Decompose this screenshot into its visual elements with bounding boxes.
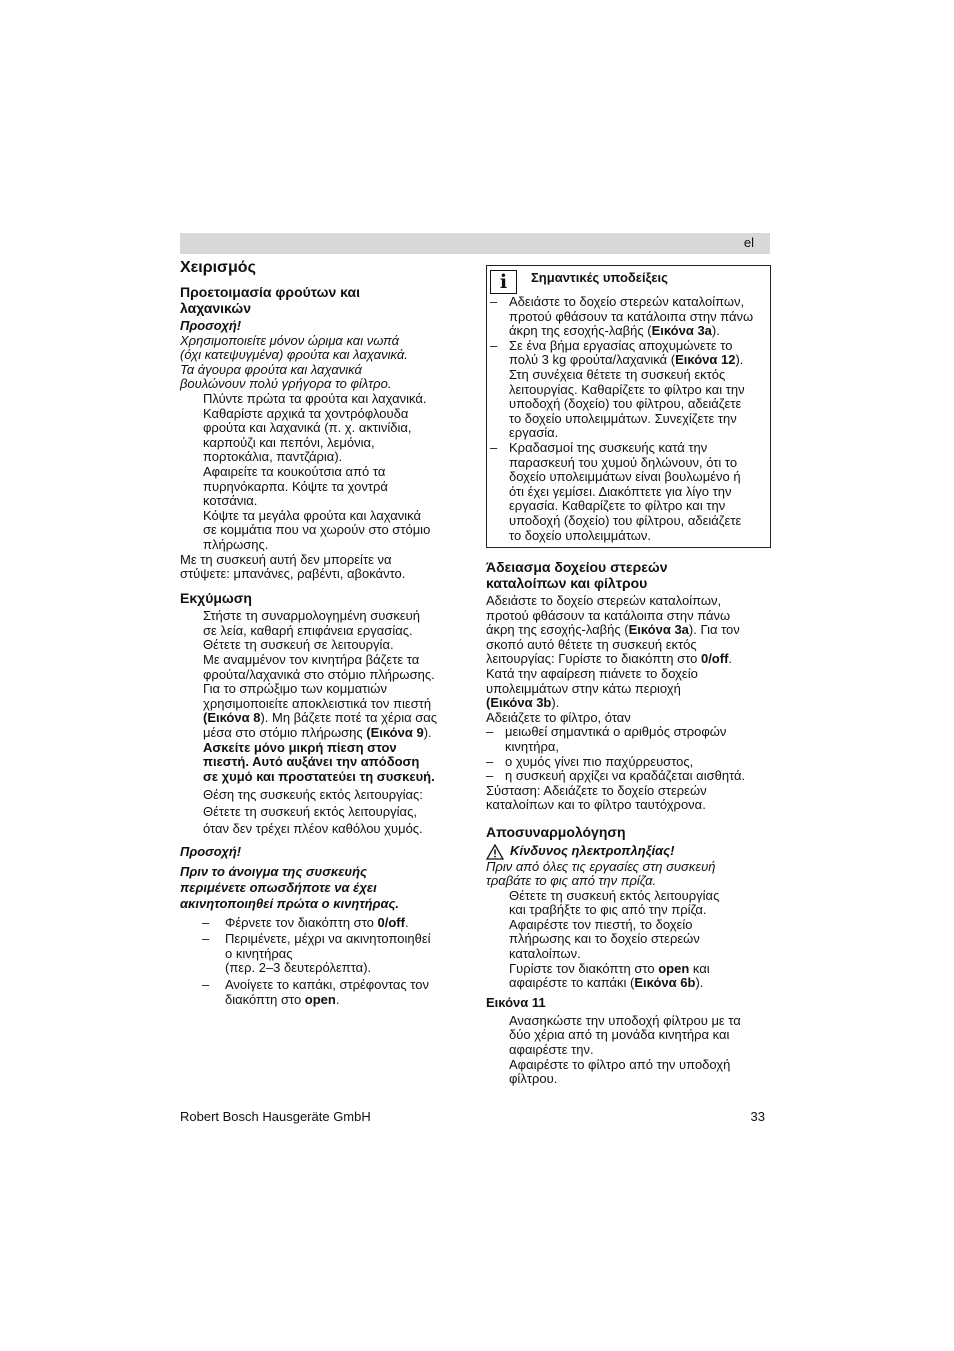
text-run: και (689, 960, 710, 976)
text-line: καταλοίπων. (509, 946, 581, 962)
text-line: Θέτετε τη συσκευή εκτός λειτουργίας, (203, 803, 417, 819)
title-line: καταλοίπων και φίλτρου (486, 574, 648, 591)
text-line: εργασία. (509, 425, 559, 441)
warning-triangle-icon (486, 844, 504, 860)
text-line: – μειωθεί σημαντικά ο αριθμός στροφών (505, 724, 727, 740)
text-line (509, 962, 770, 977)
text-run: μέσα στο στόμιο πλήρωσης (203, 724, 367, 740)
text-line: όταν δεν τρέχει πλέον καθόλου χυμός. (203, 820, 423, 836)
text-line: Θέτετε τη συσκευή εκτός λειτουργίας (509, 887, 720, 903)
switch-label: open (304, 991, 336, 1007)
text-run: . (728, 651, 733, 667)
figure-ref: Εικόνα 3a (628, 622, 689, 638)
text-line: (όχι κατεψυγμένα) φρούτα και λαχανικά. (180, 347, 408, 363)
text-line (486, 696, 770, 711)
figure-ref: (Εικόνα 8 (203, 710, 261, 726)
text-line: Με τη συσκευή αυτή δεν μπορείτε να (180, 551, 392, 567)
prep-note (180, 553, 470, 582)
caution-text (180, 864, 470, 912)
prep-steps (180, 392, 470, 553)
text-line: παρασκευή του χυμού δηλώνουν, ότι το (509, 454, 738, 470)
text-line: κοτσάνια. (203, 493, 258, 509)
text-line: Σύσταση: Αδειάζετε το δοχείο στερεών (486, 782, 707, 798)
text-line: προτού φθάσουν τα κατάλοιπα στην πάνω (486, 607, 731, 623)
list-item (202, 978, 470, 1007)
text-line: ότι έχει γεμίσει. Διακόπτετε για λίγο την (509, 483, 732, 499)
text-line (509, 324, 765, 339)
text-line (486, 623, 770, 638)
important-notes-box (486, 265, 771, 548)
text-line: βουλώνουν πολύ γρήγορα το φίλτρο. (180, 376, 392, 392)
text-line: Θέση της συσκευής εκτός λειτουργίας: (203, 787, 423, 803)
text-line: σε χυμό και προστατεύει τη συσκευή. (203, 768, 435, 784)
list-item (202, 916, 470, 931)
text-line: στύψετε: μπανάνες, ραβέντι, αβοκάντο. (180, 566, 406, 582)
list-item (490, 339, 765, 441)
text-line: Στη συνέχεια θέτετε τη συσκευή εκτός (509, 366, 726, 382)
step (203, 465, 470, 509)
text-run: πολύ 3 kg φρούτα/λαχανικά ( (509, 352, 676, 368)
list-item (486, 755, 770, 770)
text-line: το δοχείο υπολειμμάτων. (509, 527, 652, 543)
text-line: φρούτα/λαχανικά στο στόμιο πλήρωσης. (203, 666, 435, 682)
text-line: πυρηνόκαρπα. Κόψτε τα χοντρά (203, 478, 388, 494)
text-line: Ασκείτε μόνο μικρή πίεση στον (203, 739, 397, 755)
text-run: άκρη της εσοχής-λαβής ( (509, 323, 652, 339)
text-line: περιμένετε οπωσδήποτε να έχει (180, 879, 377, 895)
list-item (490, 441, 765, 543)
text-line: χρησιμοποιείτε αποκλειστικά τον πιεστή (203, 695, 432, 711)
text-line: κινητήρα, (505, 739, 560, 755)
text-line: Με αναμμένον τον κινητήρα βάζετε τα (203, 651, 420, 667)
left-column (180, 259, 470, 1007)
text-line: ο κινητήρας (225, 945, 293, 961)
bold-tip (203, 741, 470, 785)
step (203, 407, 470, 465)
text-line: Αφαιρέστε το φίλτρο από την υποδοχή (509, 1056, 731, 1072)
text-line: Αφαιρέστε τον πιεστή, το δοχείο (509, 916, 693, 932)
step (203, 509, 470, 553)
text-line (225, 993, 470, 1008)
text-line: πορτοκάλια, παντζάρια). (203, 449, 343, 465)
text-run: λειτουργίας: Γυρίστε το διακόπτη στο (486, 651, 701, 667)
text-run: άκρη της εσοχής-λαβής ( (486, 622, 629, 638)
text-line: φρούτα και λαχανικά (π. χ. ακτινίδια, (203, 420, 412, 436)
list-item (486, 769, 770, 784)
text-line: Πριν από όλες τις εργασίες στη συσκευή (486, 858, 716, 874)
text-line: – Σε ένα βήμα εργασίας αποχυμώνετε το (509, 337, 733, 353)
text-line: δοχείο υπολειμμάτων είναι βουλωμένο ή (509, 469, 741, 485)
figure-ref: Εικόνα 6b (634, 975, 696, 991)
text-line: – Κραδασμοί της συσκευής κατά την (509, 439, 708, 455)
text-line (486, 652, 770, 667)
text-line: πλήρωσης και το δοχείο στερεών (509, 931, 700, 947)
text-run: Γυρίστε τον διακόπτη στο (509, 960, 659, 976)
title-line: λαχανικών (180, 299, 252, 316)
text-run: ). (711, 323, 720, 339)
figure-11-heading: Εικόνα 11 (486, 994, 546, 1010)
caution-text (180, 334, 470, 392)
text-line: προτού φθάσουν τα κατάλοιπα στην πάνω (509, 308, 754, 324)
text-line: σκοπό αυτό θέτετε τη συσκευή εκτός (486, 636, 697, 652)
switch-label: 0/off (700, 651, 729, 667)
info-icon: i (490, 270, 517, 294)
text-run: διακόπτη στο (225, 991, 305, 1007)
text-run: ). Μη βάζετε ποτέ τα χέρια σας (260, 710, 438, 726)
text-line: πλήρωσης. (203, 536, 269, 552)
figure-ref: (Εικόνα 9 (366, 724, 424, 740)
text-line: Θέτετε τη συσκευή σε λειτουργία. (203, 637, 394, 653)
text-line: σε κομμάτια που να χωρούν στο στόμιο (203, 522, 431, 538)
text-line: σε λεία, καθαρή επιφάνεια εργασίας. (203, 622, 413, 638)
list-item (486, 725, 770, 754)
text-line: Αφαιρείτε τα κουκούτσια από τα (203, 463, 386, 479)
section-title-disassembly: Αποσυναρμολόγηση (486, 824, 626, 840)
warning-label: Κίνδυνος ηλεκτροπληξίας! (510, 842, 675, 858)
text-line: Πλύντε πρώτα τα φρούτα και λαχανικά. (203, 390, 427, 406)
text-run: ). Για τον (688, 622, 740, 638)
text-run: Φέρνετε τον διακόπτη στο (225, 914, 378, 930)
caution-label: Προσοχή! (180, 318, 242, 333)
figure-ref: Εικόνα 12 (675, 352, 736, 368)
text-line: Κόψτε τα μεγάλα φρούτα και λαχανικά (203, 507, 422, 523)
text-line: – Αδειάστε το δοχείο στερεών καταλοίπων, (509, 294, 745, 309)
text-line: Πριν το άνοιγμα της συσκευής (180, 863, 367, 879)
switch-label: 0/off (377, 914, 405, 930)
text-line: υπολειμμάτων στην κάτω περιοχή (486, 680, 681, 696)
text-line: – Περιμένετε, μέχρι να ακινητοποιηθεί (225, 931, 431, 947)
text-run: αφαιρέστε το καπάκι ( (509, 975, 635, 991)
figure-11-steps (486, 1014, 770, 1087)
text-line: λειτουργίας. Καθαρίζετε το φίλτρο και την (509, 381, 745, 397)
switch-label: open (658, 960, 690, 976)
text-line (509, 976, 770, 991)
notes-header (490, 270, 765, 294)
text-run: ). (735, 352, 744, 368)
text-run: ). (551, 695, 560, 711)
figure-ref: (Εικόνα 3b (486, 695, 552, 711)
text-line: Καθαρίστε αρχικά τα χοντρόφλουδα (203, 405, 409, 421)
text-line: Στήστε τη συναρμολογημένη συσκευή (203, 608, 421, 624)
text-line: υποδοχή (δοχείο) του φίλτρου, αδειάζετε (509, 396, 742, 412)
text-run: ). (423, 724, 432, 740)
text-line (203, 726, 470, 741)
text-line: Αδειάζετε το φίλτρο, όταν (486, 709, 631, 725)
text-line: Αδειάστε το δοχείο στερεών καταλοίπων, (486, 593, 722, 609)
emptying-text (486, 594, 770, 813)
text-run: ). (695, 975, 704, 991)
header-bar (180, 233, 770, 254)
text-line: ακινητοποιηθεί πρώτα ο κινητήρας. (180, 895, 400, 911)
page-number: 33 (750, 1109, 765, 1124)
text-line (509, 353, 765, 368)
text-line: Ανασηκώστε την υποδοχή φίλτρου με τα (509, 1012, 741, 1028)
list-item (490, 295, 765, 339)
step (203, 392, 470, 407)
text-run: . (335, 991, 340, 1007)
text-line: υποδοχή (δοχείο) του φίλτρου, αδειάζετε (509, 512, 742, 528)
figure-ref: Εικόνα 3a (651, 323, 712, 339)
section-title-operation: Χειρισμός (180, 259, 256, 276)
title-line: Άδειασμα δοχείου στερεών (486, 559, 668, 576)
right-column (486, 265, 770, 1087)
caution-label: Προσοχή! (180, 844, 242, 860)
text-line: Για το σπρώξιμο των κομματιών (203, 681, 387, 697)
text-run: . (404, 914, 409, 930)
text-line: – Ανοίγετε το καπάκι, στρέφοντας τον (225, 977, 429, 993)
text-line: – ο χυμός γίνει πιο παχύρρευστος, (505, 753, 694, 769)
footer-company: Robert Bosch Hausgeräte GmbH (180, 1109, 371, 1124)
open-steps (180, 916, 470, 1008)
text-line: καρπούζι και πεπόνι, λεμόνια, (203, 434, 375, 450)
text-line: το δοχείο υπολειμμάτων. Συνεχίζετε την (509, 410, 737, 426)
warning-row (486, 844, 770, 860)
extraction-steps (180, 609, 470, 836)
text-line: (περ. 2–3 δευτερόλεπτα). (225, 960, 372, 976)
text-line: εργασία. Καθαρίζετε το φίλτρο και την (509, 498, 726, 514)
text-line: καταλοίπων και το φίλτρο ταυτόχρονα. (486, 797, 706, 813)
text-line: τραβάτε το φις από την πρίζα. (486, 873, 657, 889)
section-title-preparation (180, 285, 470, 316)
text-line: πιεστή. Αυτό αυξάνει την απόδοση (203, 754, 420, 770)
text-line: Χρησιμοποιείτε μόνον ώριμα και νωπά (180, 332, 399, 348)
text-line: – η συσκευή αρχίζει να κραδάζεται αισθητά. (505, 768, 746, 784)
notes-title: Σημαντικές υποδείξεις (531, 270, 668, 285)
title-line: Προετοιμασία φρούτων και (180, 284, 360, 300)
text-line: δύο χέρια από τη μονάδα κινητήρα και (509, 1027, 730, 1043)
text-line: και τραβήξτε το φις από την πρίζα. (509, 902, 707, 918)
language-code: el (743, 235, 754, 250)
section-title-emptying (486, 560, 770, 591)
text-line: αφαιρέστε την. (509, 1042, 594, 1058)
disassembly-steps (486, 889, 770, 991)
warning-text (486, 860, 770, 889)
section-title-extraction: Εκχύμωση (180, 589, 252, 606)
text-line: Τα άγουρα φρούτα και λαχανικά (180, 361, 362, 377)
text-line (203, 711, 470, 726)
text-line: φίλτρου. (509, 1071, 558, 1087)
list-item (202, 932, 470, 976)
text-line: Κατά την αφαίρεση πιάνετε το δοχείο (486, 666, 698, 682)
